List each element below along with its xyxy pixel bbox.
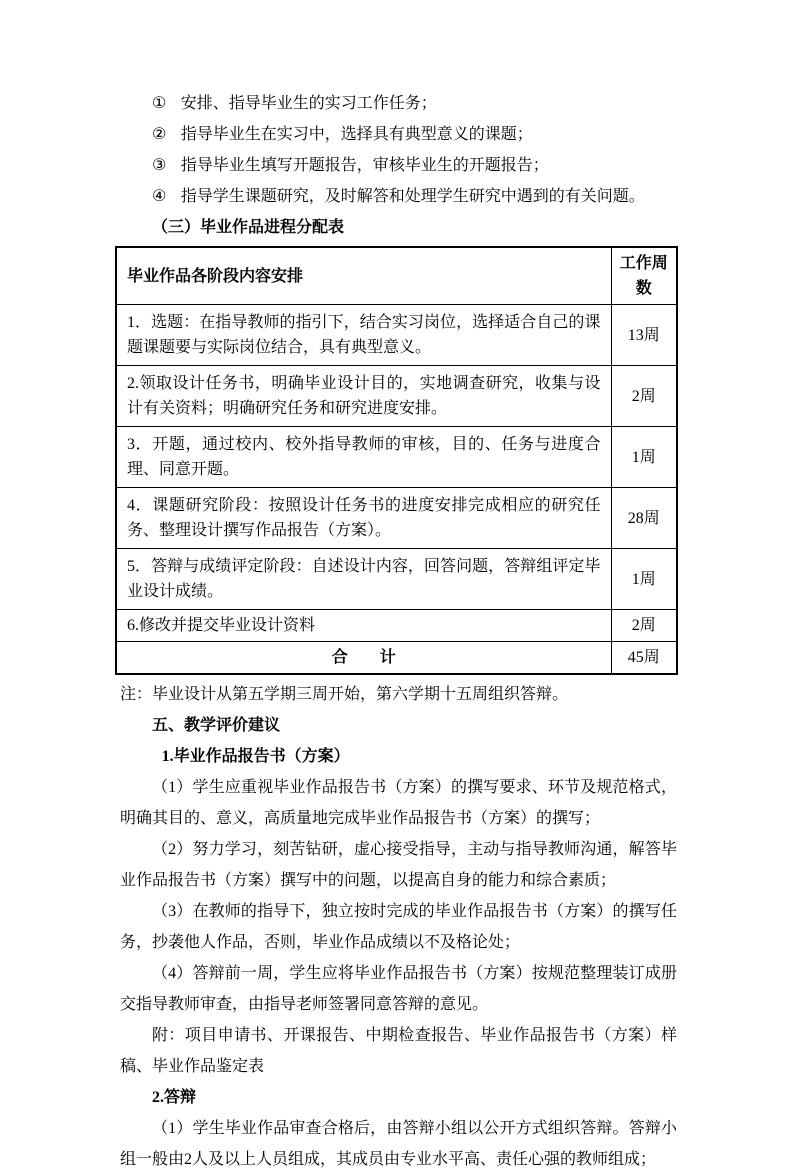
paragraph: （4）答辩前一周，学生应将毕业作品报告书（方案）按规范整理装订成册交指导教师审查，由指导老师签署同意答辩的意见。 [120,965,677,1013]
table-row [116,488,677,549]
list-item [120,119,677,150]
attachment-note: 附：项目申请书、开课报告、中期检查报告、毕业作品报告书（方案）样稿、毕业作品鉴定表 [120,1027,677,1075]
row-content: 6.修改并提交毕业设计资料 [116,610,611,642]
table-row [116,305,677,366]
row-weeks: 2周 [611,366,677,427]
list-item-text: 指导毕业生填写开题报告，审核毕业生的开题报告； [180,157,549,174]
table-row [116,549,677,610]
table-total-row [116,642,677,675]
section-heading-progress-table: （三）毕业作品进程分配表 [152,219,345,236]
row-content: 4．课题研究阶段：按照设计任务书的进度安排完成相应的研究任务、整理设计撰写作品报告（方案）。 [116,488,611,549]
total-weeks: 45周 [611,642,677,675]
row-content: 2.领取设计任务书，明确毕业设计目的，实地调查研究，收集与设计有关资料；明确研究任务和研究进度安排。 [116,366,611,427]
list-item-text: 指导学生课题研究，及时解答和处理学生研究中遇到的有关问题。 [180,188,645,205]
list-item-text: 指导毕业生在实习中，选择具有典型意义的课题； [180,126,533,143]
section-heading-evaluation: 五、教学评价建议 [152,717,281,734]
subsection-heading-defense: 2.答辩 [152,1089,197,1106]
list-item [120,150,677,181]
table-row [116,427,677,488]
paragraph: （2）努力学习，刻苦钻研，虚心接受指导，主动与指导教师沟通，解答毕业作品报告书（方案）撰写中的问题，以提高自身的能力和综合素质； [120,841,677,889]
table-row [116,610,677,642]
table-header-content: 毕业作品各阶段内容安排 [116,247,611,305]
row-weeks: 2周 [611,610,677,642]
total-label: 合 计 [116,642,611,675]
row-weeks: 13周 [611,305,677,366]
table-header-weeks: 工作周数 [611,247,677,305]
paragraph: （1）学生毕业作品审查合格后，由答辩小组以公开方式组织答辩。答辩小组一般由2人及以上人员组成，其成员由专业水平高、责任心强的教师组成； [120,1120,677,1168]
table-note: 注：毕业设计从第五学期三周开始，第六学期十五周组织答辩。 [120,686,569,703]
row-content: 5．答辩与成绩评定阶段：自述设计内容，回答问题，答辩组评定毕业设计成绩。 [116,549,611,610]
paragraph: （1）学生应重视毕业作品报告书（方案）的撰写要求、环节及规范格式，明确其目的、意义，高质量地完成毕业作品报告书（方案）的撰写； [120,779,677,827]
circled-number: ④ [152,188,167,205]
list-item-text: 安排、指导毕业生的实习工作任务； [180,95,437,112]
list-item [120,88,677,119]
table-header-row [116,247,677,305]
circled-number: ① [152,95,167,112]
list-item [120,181,677,212]
row-weeks: 28周 [611,488,677,549]
subsection-heading-report: 1.毕业作品报告书（方案） [161,748,350,765]
circled-number: ② [152,126,167,143]
row-content: 3．开题，通过校内、校外指导教师的审核，目的、任务与进度合理、同意开题。 [116,427,611,488]
table-row [116,366,677,427]
row-weeks: 1周 [611,427,677,488]
paragraph: （3）在教师的指导下，独立按时完成的毕业作品报告书（方案）的撰写任务，抄袭他人作品，否则，毕业作品成绩以不及格论处； [120,903,677,951]
row-content: 1．选题：在指导教师的指引下，结合实习岗位，选择适合自己的课题课题要与实际岗位结合，具有典型意义。 [116,305,611,366]
row-weeks: 1周 [611,549,677,610]
progress-schedule-table [115,246,678,675]
circled-number: ③ [152,157,167,174]
